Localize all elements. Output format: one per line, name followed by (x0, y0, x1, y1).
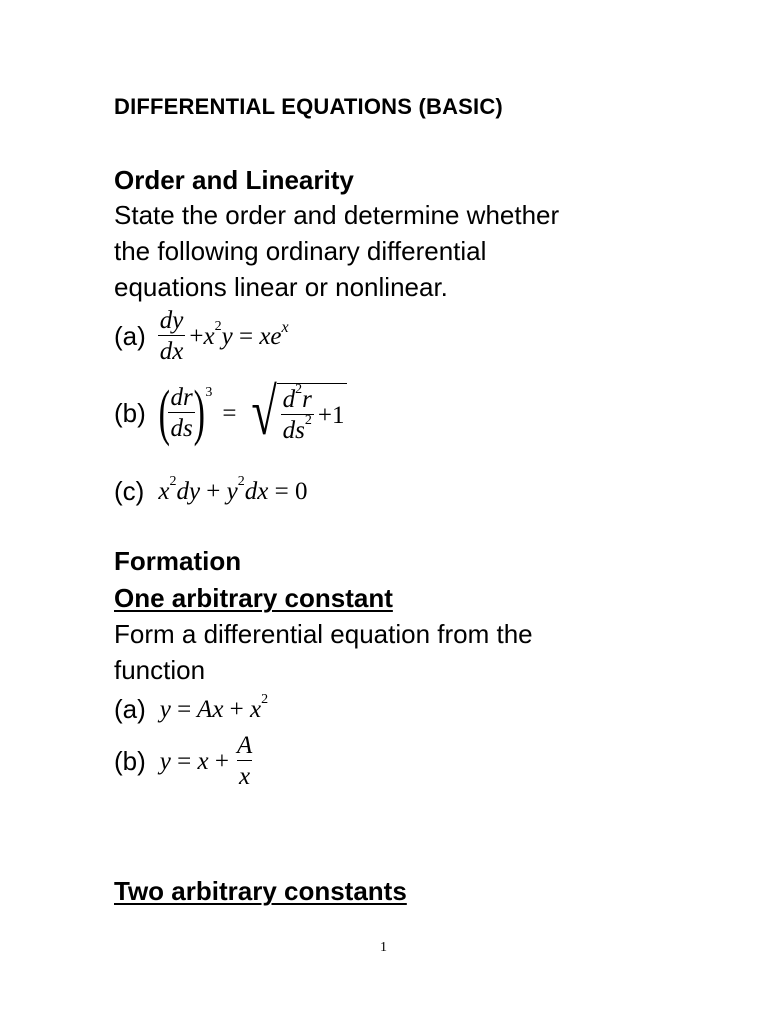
item-label: (a) (114, 694, 146, 724)
formation-a-expression: $y = Ax + x^2$ (159, 692, 269, 723)
item-label: (b) (114, 745, 146, 776)
equation-b-expression: ( $\frac{dr}{ds}$ ) $^3$ = √ $\frac{d^2r}{ds^2}$ +1 (158, 376, 345, 449)
item-label: (a) (114, 320, 146, 351)
instruction-line: Form a differential equation from the (114, 619, 533, 649)
instruction-line: function (114, 655, 206, 685)
instruction-line: the following ordinary differential (114, 236, 487, 266)
instruction-paragraph-1 (114, 197, 559, 305)
formation-b-expression: y = x + $\frac{A}{x}$ (159, 732, 253, 790)
equation-a-expression: $\frac{dy}{dx}$ $+x^2y = xe^x$ (159, 307, 289, 365)
subheading-one-arbitrary-constant: One arbitrary constant (114, 583, 393, 613)
formation-item-a (114, 694, 268, 725)
section-heading-formation: Formation (114, 546, 242, 576)
item-label: (b) (114, 397, 146, 428)
equation-item-c (114, 476, 307, 507)
section-heading-order-linearity: Order and Linearity (114, 165, 354, 195)
page-number: 1 (380, 940, 387, 955)
item-label: (c) (114, 476, 145, 506)
instruction-line: equations linear or nonlinear. (114, 272, 448, 302)
instruction-line: State the order and determine whether (114, 200, 560, 230)
subheading-two-arbitrary-constants: Two arbitrary constants (114, 876, 407, 906)
instruction-paragraph-2 (114, 616, 533, 688)
document-title: DIFFERENTIAL EQUATIONS (BASIC) (114, 94, 503, 119)
equation-item-a (114, 308, 289, 364)
formation-item-b (114, 733, 254, 789)
equation-c-expression: $x^2dy + y^2dx = 0$ (158, 474, 308, 505)
equation-item-b (114, 376, 347, 449)
